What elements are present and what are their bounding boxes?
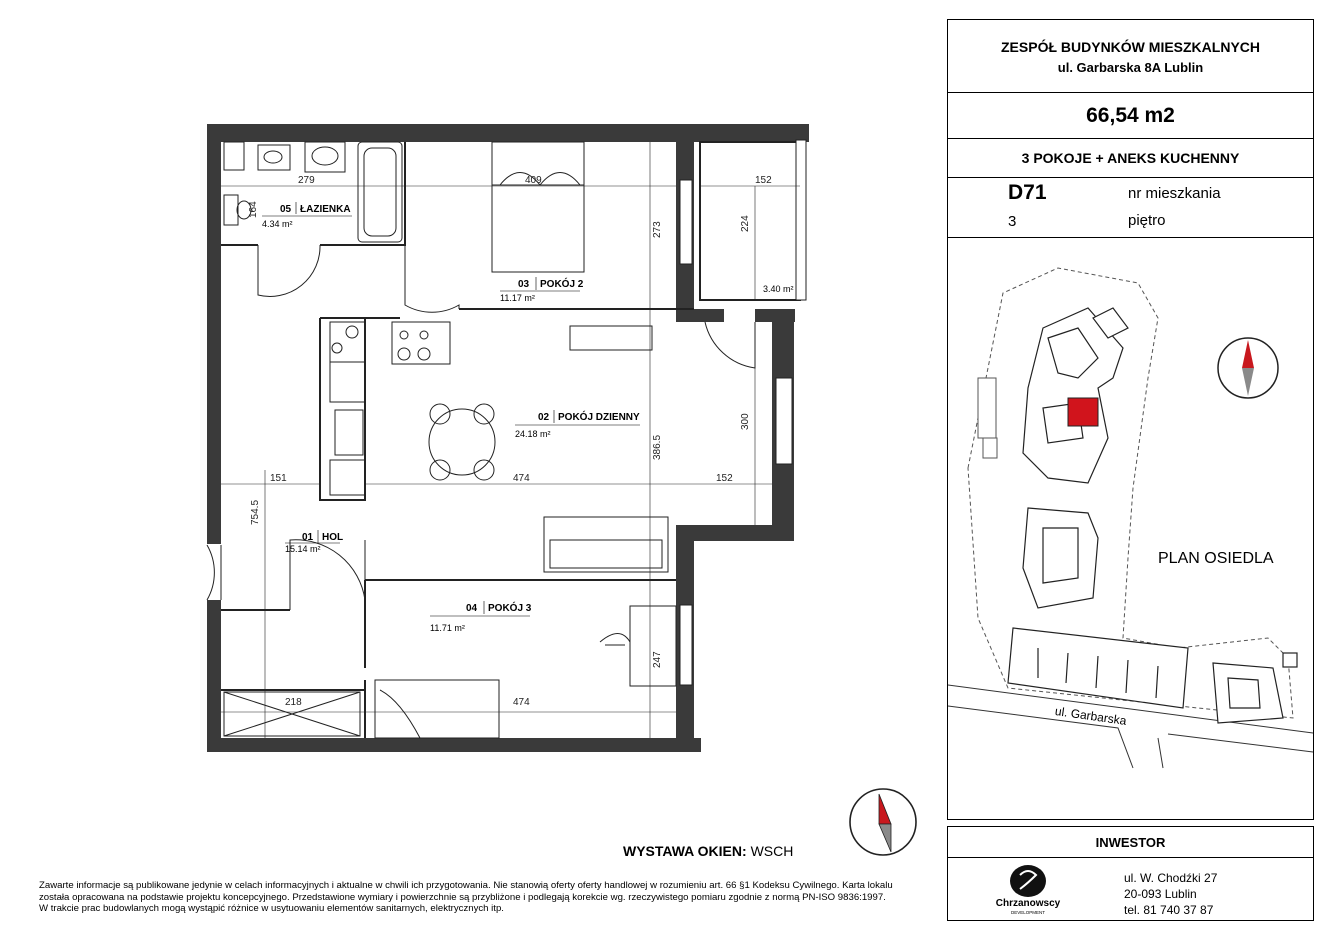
- dim-474b: 474: [513, 697, 530, 708]
- dim-754-5: 754.5: [250, 499, 261, 525]
- project-header: [948, 20, 1313, 93]
- balcony-area: 3.40 m²: [763, 284, 794, 294]
- apartment-id-label: nr mieszkania: [1128, 185, 1221, 202]
- room-04-label: [430, 601, 532, 633]
- svg-text:04: 04: [466, 603, 478, 614]
- disclaimer: [39, 880, 944, 915]
- dim-386-5: 386.5: [652, 434, 663, 460]
- dim-151: 151: [270, 473, 287, 484]
- dim-273: 273: [652, 221, 663, 238]
- investor-city: 20-093 Lublin: [1124, 887, 1197, 901]
- window-orientation: [623, 843, 793, 859]
- svg-text:4.34 m²: 4.34 m²: [262, 219, 293, 229]
- svg-text:24.18 m²: 24.18 m²: [515, 429, 551, 439]
- disclaimer-line-1: Zawarte informacje są publikowane jedynie w celach informacyjnych i aktualne w chwili ich przygotowania. Nie stanowią oferty oferty handlowej w rozumieniu art. 66 §1 Kodeksu Cywilnego. Karta lokalu: [39, 880, 893, 891]
- apartment-info: [948, 178, 1313, 237]
- dim-409: 409: [525, 175, 542, 186]
- bed-pokoj2: [492, 142, 584, 272]
- investor-logo: [978, 861, 1078, 917]
- svg-text:01: 01: [302, 532, 314, 543]
- bathroom-fixtures: [224, 142, 402, 242]
- floor-plan: [0, 100, 830, 880]
- svg-text:05: 05: [280, 204, 292, 215]
- area-row: [948, 93, 1313, 139]
- project-address: ul. Garbarska 8A Lublin: [1057, 60, 1204, 75]
- rooms-summary: 3 POKOJE + ANEKS KUCHENNY: [1021, 150, 1240, 166]
- compass: [848, 782, 918, 862]
- dim-164: 164: [248, 201, 259, 218]
- room-05-label: [262, 202, 352, 229]
- investor-panel: [947, 826, 1314, 921]
- floor-label: piętro: [1128, 212, 1166, 229]
- dim-474a: 474: [513, 473, 530, 484]
- disclaimer-line-3: W trakcie prac budowlanych mogą wystąpić różnice w usytuowaniu elementów sanitarnych, elektrycznych itp.: [39, 903, 504, 915]
- svg-text:DEVELOPMENT: DEVELOPMENT: [1010, 910, 1046, 915]
- site-plan-label: PLAN OSIEDLA: [1158, 550, 1274, 567]
- dim-224: 224: [740, 215, 751, 232]
- svg-text:HOL: HOL: [322, 532, 344, 543]
- svg-text:11.71 m²: 11.71 m²: [430, 623, 465, 633]
- svg-text:03: 03: [518, 279, 530, 290]
- svg-text:POKÓJ DZIENNY: POKÓJ DZIENNY: [558, 412, 640, 423]
- orientation-value: WSCH: [750, 843, 794, 859]
- svg-text:ŁAZIENKA: ŁAZIENKA: [300, 204, 351, 215]
- walls: [207, 124, 809, 752]
- dim-247: 247: [652, 651, 663, 668]
- dim-300: 300: [740, 413, 751, 430]
- dim-152a: 152: [755, 175, 772, 186]
- floor-number: 3: [1008, 213, 1017, 230]
- investor-street: ul. W. Chodźki 27: [1124, 871, 1218, 885]
- investor-heading: INWESTOR: [1095, 835, 1166, 850]
- apartment-highlight: [1068, 398, 1098, 426]
- svg-text:Chrzanowscy: Chrzanowscy: [995, 898, 1061, 909]
- chrzanowscy-logo: [978, 861, 1078, 917]
- project-title: ZESPÓŁ BUDYNKÓW MIESZKALNYCH: [1001, 39, 1260, 55]
- title-block: [947, 19, 1314, 238]
- dim-279: 279: [298, 175, 315, 186]
- dim-152b: 152: [716, 473, 733, 484]
- apartment-area: 66,54 m2: [1086, 104, 1175, 127]
- disclaimer-line-2: została opracowana na podstawie projektu koncepcyjnego. Przedstawione wymiary i powierzchnie są przybliżone i podlegają korekcie wg. rzeczywistego pomiaru zgodnie z normą PN-ISO 9836:1997.: [39, 891, 886, 903]
- investor-address: [1124, 870, 1217, 918]
- site-compass: [1218, 338, 1278, 398]
- street-name: ul. Garbarska: [1054, 704, 1128, 728]
- dining-table: [429, 404, 495, 480]
- svg-text:POKÓJ 3: POKÓJ 3: [488, 603, 532, 614]
- svg-text:15.14 m²: 15.14 m²: [285, 544, 321, 554]
- dim-218: 218: [285, 697, 302, 708]
- rooms-row: [948, 139, 1313, 178]
- svg-text:POKÓJ 2: POKÓJ 2: [540, 279, 584, 290]
- orientation-label: WYSTAWA OKIEN:: [623, 843, 747, 859]
- apartment-id: D71: [1008, 181, 1047, 204]
- room-02-label: [515, 410, 640, 439]
- site-plan-panel: [947, 237, 1314, 820]
- site-plan-map: [948, 238, 1313, 819]
- room-03-label: [500, 277, 584, 303]
- svg-text:11.17 m²: 11.17 m²: [500, 293, 535, 303]
- investor-phone: tel. 81 740 37 87: [1124, 903, 1214, 917]
- svg-text:02: 02: [538, 412, 550, 423]
